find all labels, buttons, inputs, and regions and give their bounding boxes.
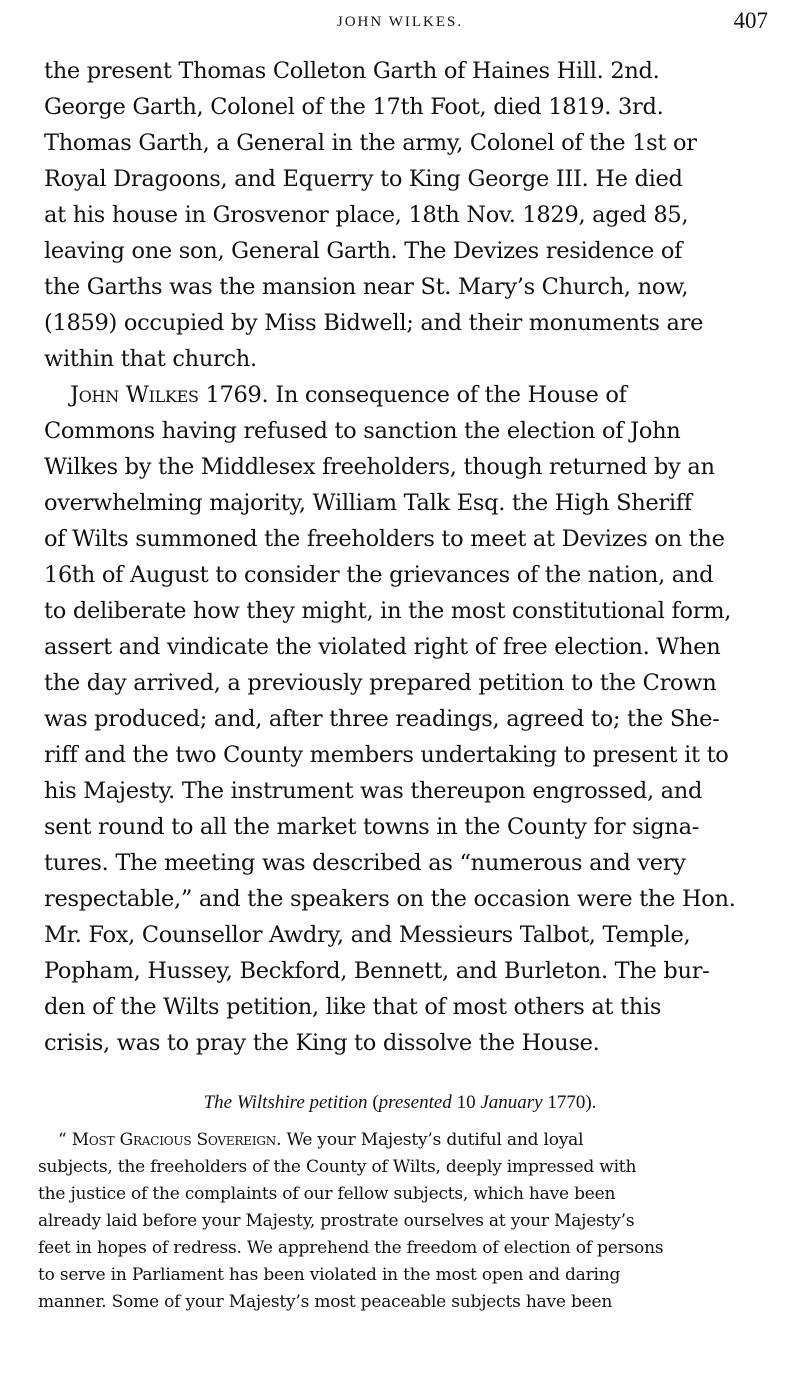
petition-salutation: Most Gracious Sovereign.: [71, 1130, 282, 1150]
paragraph-line: overwhelming majority, William Talk Esq. the High Sheriff: [44, 490, 692, 516]
paragraph-line: at his house in Grosvenor place, 18th Nov. 1829, aged 85,: [44, 202, 689, 228]
paragraph-line: Thomas Garth, a General in the army, Colonel of the 1st or: [44, 130, 697, 156]
caption-text: (: [367, 1092, 379, 1113]
petition-line: subjects, the freeholders of the County of Wilts, deeply impressed with: [38, 1157, 637, 1177]
paragraph-line: within that church.: [44, 346, 257, 372]
paragraph-line: George Garth, Colonel of the 17th Foot, died 1819. 3rd.: [44, 94, 664, 120]
paragraph-line: den of the Wilts petition, like that of most others at this: [44, 994, 662, 1020]
section-caption: [0, 1092, 800, 1114]
petition-line: to serve in Parliament has been violated in the most open and daring: [38, 1265, 621, 1285]
paragraph-line: his Majesty. The instrument was thereupon engrossed, and: [44, 778, 703, 804]
lead-in-name: John Wilkes: [70, 382, 199, 408]
paragraph-line: crisis, was to pray the King to dissolve the House.: [44, 1030, 600, 1056]
running-title: JOHN WILKES.: [336, 14, 464, 30]
paragraph-line: the day arrived, a previously prepared petition to the Crown: [44, 670, 717, 696]
paragraph-line: to deliberate how they might, in the most constitutional form,: [44, 598, 732, 624]
paragraph-line: Wilkes by the Middlesex freeholders, though returned by an: [44, 454, 715, 480]
paragraph-line: riff and the two County members undertaking to present it to: [44, 742, 729, 768]
opening-quote: “: [58, 1130, 72, 1150]
caption-title: The Wiltshire petition: [203, 1092, 368, 1113]
petition-line-rest: We your Majesty’s dutiful and loyal: [281, 1130, 584, 1150]
paragraph-line: respectable,” and the speakers on the occasion were the Hon.: [44, 886, 736, 912]
paragraph-line: the Garths was the mansion near St. Mary’s Church, now,: [44, 274, 689, 300]
paragraph-first-line: [70, 382, 627, 408]
paragraph-line: Mr. Fox, Counsellor Awdry, and Messieurs Talbot, Temple,: [44, 922, 691, 948]
petition-line: manner. Some of your Majesty’s most peaceable subjects have been: [38, 1292, 613, 1312]
paragraph-line: of Wilts summoned the freeholders to meet at Devizes on the: [44, 526, 725, 552]
paragraph-line: Commons having refused to sanction the election of John: [44, 418, 681, 444]
paragraph-line: leaving one son, General Garth. The Devizes residence of: [44, 238, 683, 264]
paragraph-line: Popham, Hussey, Beckford, Bennett, and Burleton. The bur-: [44, 958, 710, 984]
caption-text: 1770).: [542, 1092, 597, 1113]
paragraph-line: was produced; and, after three readings, agreed to; the She-: [44, 706, 720, 732]
petition-first-line: [58, 1130, 583, 1150]
paragraph-line: the present Thomas Colleton Garth of Haines Hill. 2nd.: [44, 58, 660, 84]
paragraph-line: (1859) occupied by Miss Bidwell; and their monuments are: [44, 310, 704, 336]
paragraph-line: tures. The meeting was described as “numerous and very: [44, 850, 686, 876]
caption-text: 10: [451, 1092, 481, 1113]
caption-text: January: [480, 1092, 543, 1113]
petition-line: feet in hopes of redress. We apprehend the freedom of election of persons: [38, 1238, 664, 1258]
caption-text: presented: [378, 1092, 452, 1113]
paragraph-line: Royal Dragoons, and Equerry to King George III. He died: [44, 166, 683, 192]
paragraph-line: assert and vindicate the violated right of free election. When: [44, 634, 721, 660]
page-number: 407: [733, 8, 768, 33]
running-head: [0, 6, 800, 36]
petition-line: the justice of the complaints of our fellow subjects, which have been: [38, 1184, 616, 1204]
paragraph-line-rest: 1769. In consequence of the House of: [198, 382, 627, 408]
paragraph-line: sent round to all the market towns in the County for signa-: [44, 814, 699, 840]
petition-line: already laid before your Majesty, prostrate ourselves at your Majesty’s: [38, 1211, 635, 1231]
paragraph-line: 16th of August to consider the grievances of the nation, and: [44, 562, 714, 588]
